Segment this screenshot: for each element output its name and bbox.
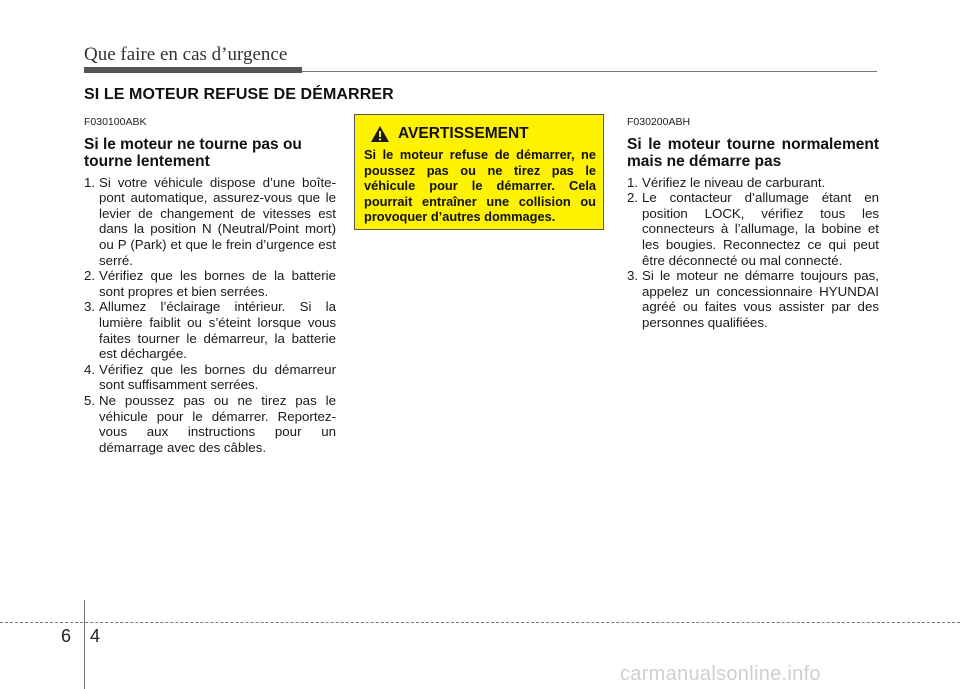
step-number: 2.	[84, 268, 96, 284]
left-steps-list	[84, 175, 336, 456]
step-number: 3.	[84, 299, 96, 315]
step-text: Vérifiez que les bornes de la batterie sont propres et bien serrées.	[99, 268, 336, 299]
step-number: 1.	[84, 174, 96, 190]
step-text: Vérifiez le niveau de carburant.	[642, 174, 826, 190]
step-number: 2.	[627, 190, 639, 206]
right-steps-list	[627, 175, 879, 331]
list-item	[84, 268, 336, 299]
warning-header	[370, 125, 596, 143]
step-text: Ne poussez pas ou ne tirez pas le véhicule pour le démarrer. Reportez-vous aux instructions pour un démarrage avec des câbles.	[99, 392, 336, 455]
step-number: 4.	[84, 361, 96, 377]
step-number: 1.	[627, 174, 639, 190]
left-section-heading: Si le moteur ne tourne pas ou tourne lentement	[84, 135, 302, 170]
left-column	[84, 115, 336, 455]
watermark: carmanualsonline.info	[620, 663, 821, 685]
list-item	[84, 393, 336, 455]
step-text: Le contacteur d’allumage étant en position LOCK, vérifiez tous les connecteurs à l’allumage, la bobine et les bougies. Reconnectez ce qui peut être déconnecté ou mal connecté.	[642, 190, 879, 268]
section-title: SI LE MOTEUR REFUSE DE DÉMARRER	[84, 86, 394, 103]
page-number-divider	[84, 600, 85, 689]
list-item	[627, 190, 879, 268]
list-item	[84, 175, 336, 269]
left-section-code: F030100ABK	[84, 116, 147, 128]
list-item	[84, 362, 336, 393]
right-section-code: F030200ABH	[627, 116, 691, 128]
list-item	[84, 299, 336, 361]
step-number: 5.	[84, 392, 96, 408]
warning-title: AVERTISSEMENT	[398, 125, 529, 142]
chapter-title: Que faire en cas d’urgence	[84, 44, 288, 65]
page-chapter-number: 6	[61, 626, 72, 646]
right-column	[627, 115, 879, 331]
list-item	[627, 268, 879, 330]
header-rule-thick	[84, 67, 302, 73]
warning-box	[354, 114, 604, 230]
list-item	[627, 175, 879, 191]
footer-rule	[0, 622, 960, 623]
header-rule-thin	[302, 71, 877, 72]
warning-text: Si le moteur refuse de démarrer, ne poussez pas ou ne tirez pas le véhicule pour le démarrer. Cela pourrait entraîner une collision ou provoquer d’autres dommages.	[364, 147, 596, 225]
page-number: 4	[90, 626, 101, 646]
step-text: Si votre véhicule dispose d’une boîte-pont automatique, assurez-vous que le levier de changement de vitesses est dans la position N (Neutral/Point mort) ou P (Park) et que le frein d’urgence est serré.	[99, 174, 336, 268]
step-text: Vérifiez que les bornes du démarreur sont suffisamment serrées.	[99, 361, 336, 393]
step-text: Allumez l’éclairage intérieur. Si la lumière faiblit ou s’éteint lorsque vous faites tourner le démarreur, la batterie est déchargée.	[99, 299, 336, 362]
step-text: Si le moteur ne démarre toujours pas, appelez un concessionnaire HYUNDAI agréé ou faites vous assister par des personnes qualifiées.	[642, 268, 879, 330]
warning-triangle-icon	[370, 125, 390, 143]
right-section-heading: Si le moteur tourne normalement mais ne démarre pas	[627, 135, 879, 170]
step-number: 3.	[627, 268, 639, 284]
